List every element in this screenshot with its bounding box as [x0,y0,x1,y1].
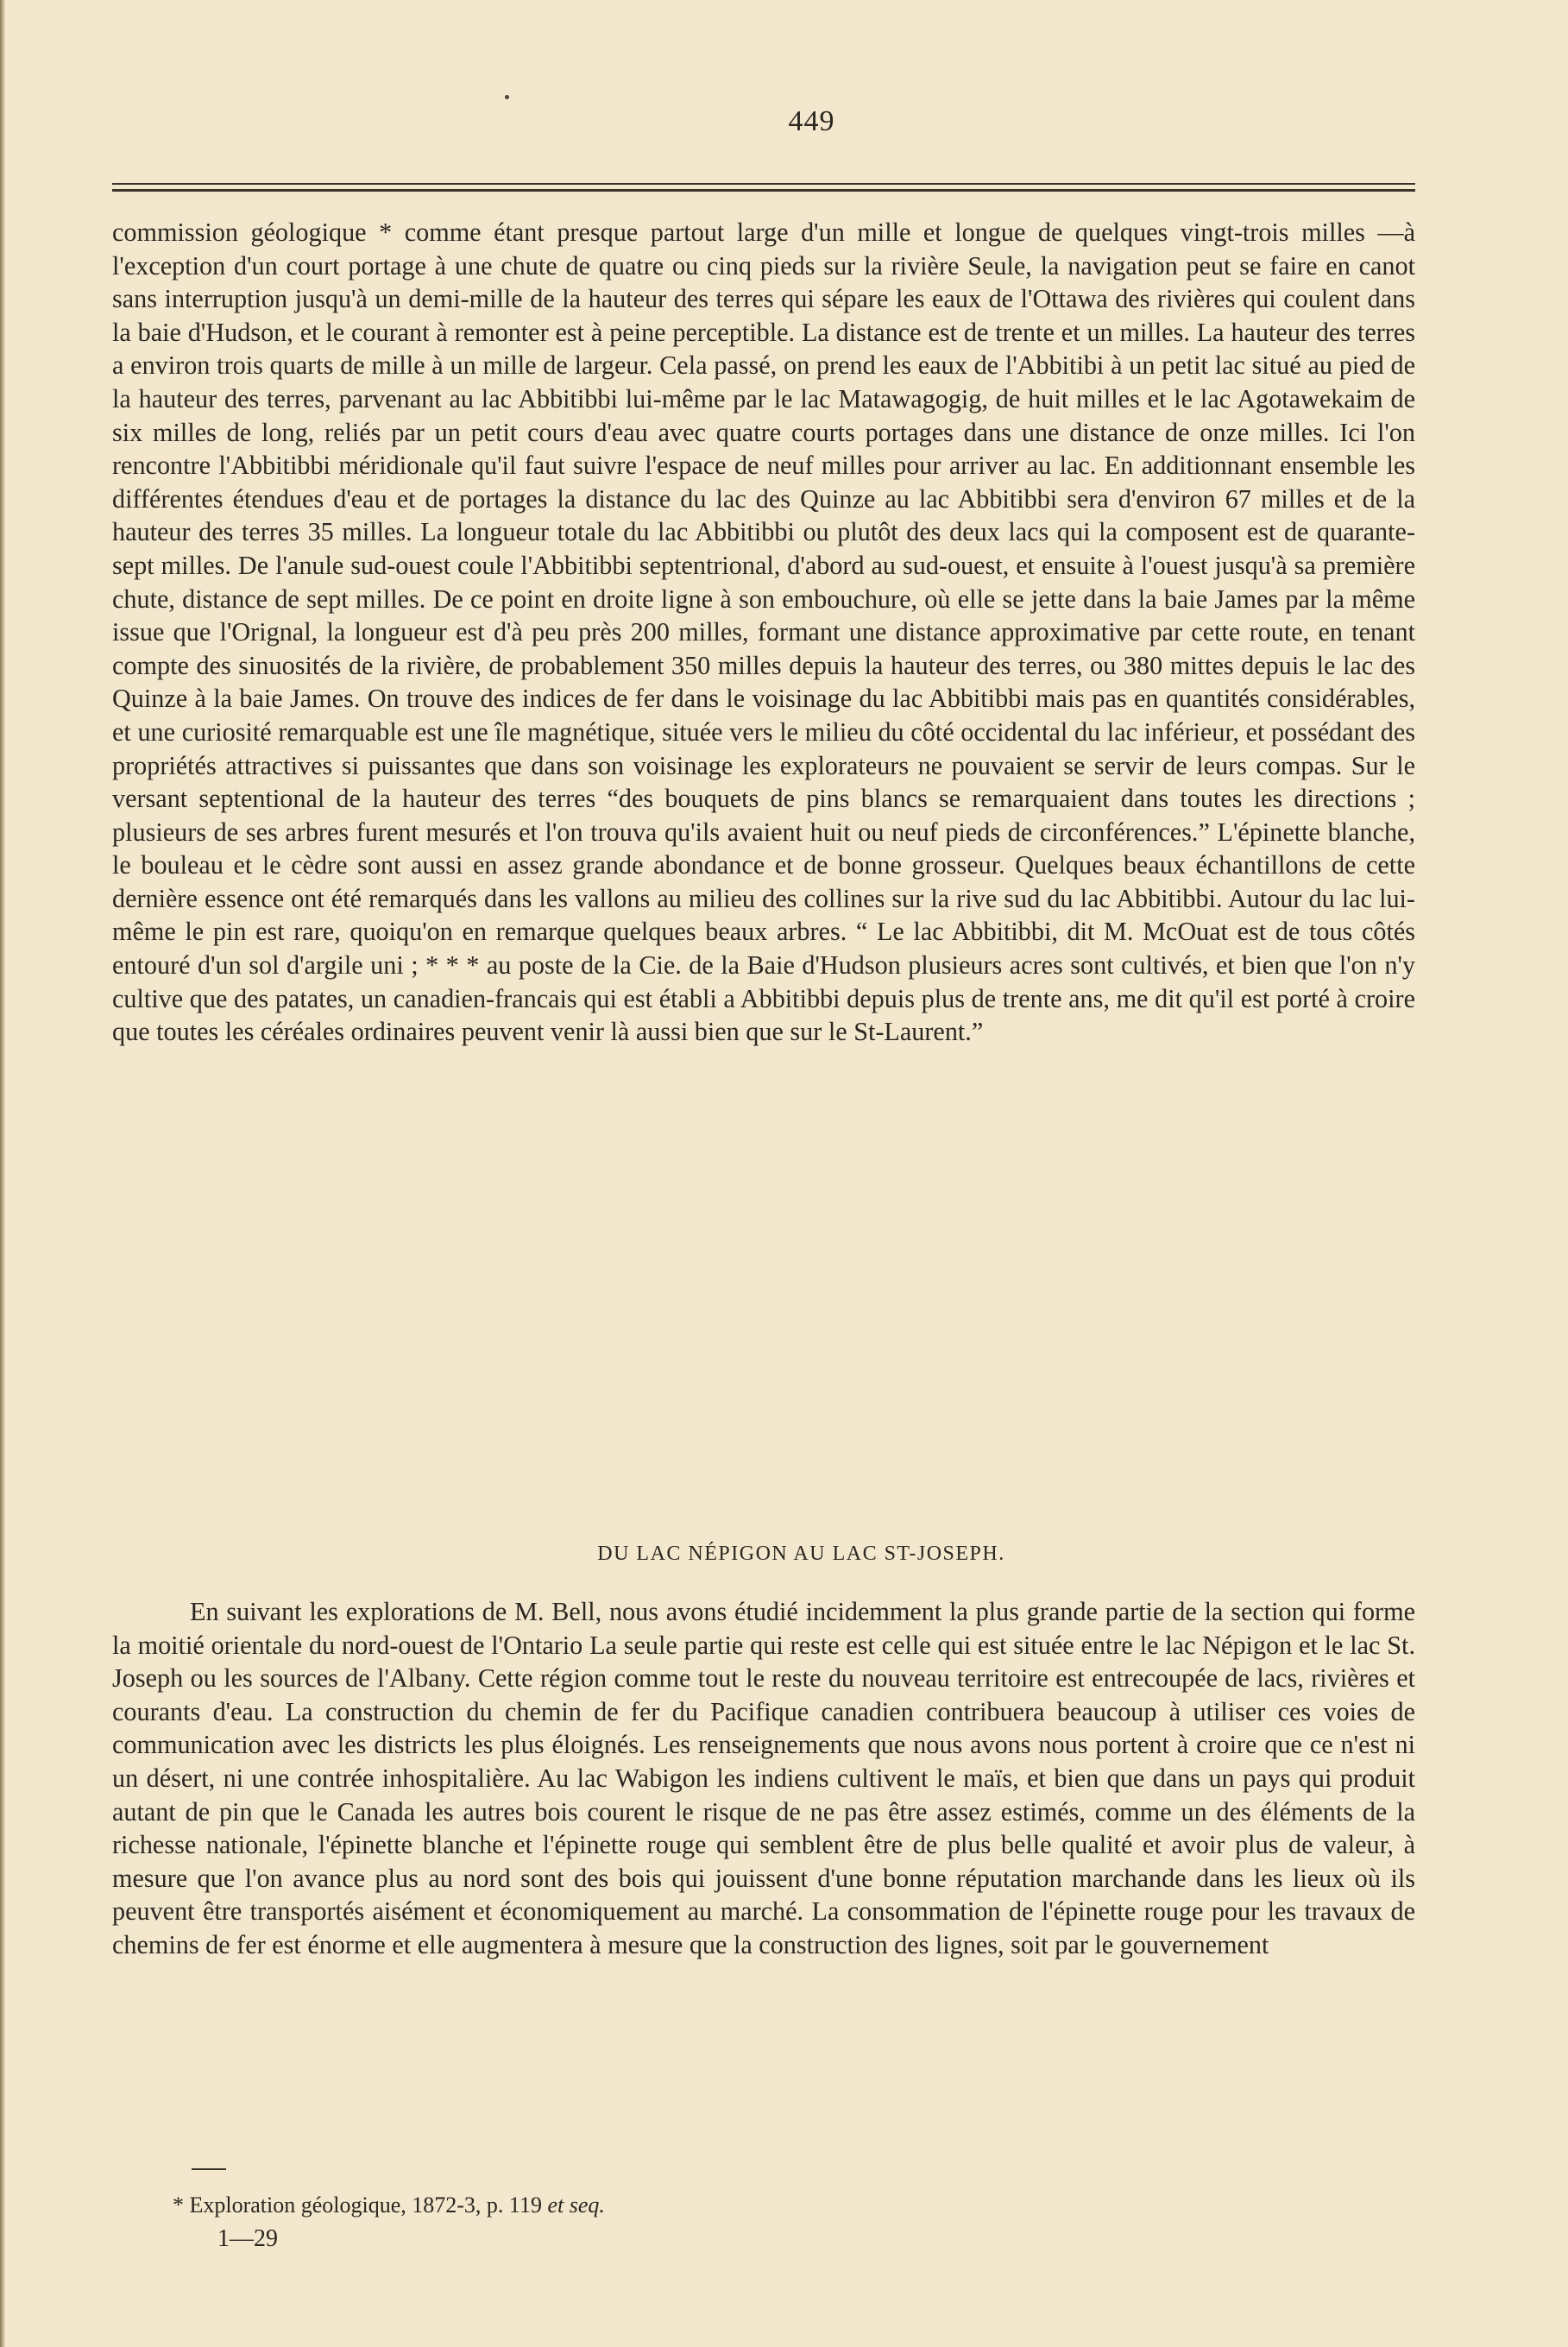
header-rule-top [112,183,1415,185]
paragraph-text: commission géologique * comme étant presque partout large d'un mille et longue de quelques vingt-trois milles —à l'exception d'un court portage à une chute de quatre ou cinq pieds sur la rivière Seule, la navigation peut se faire en canot sans interruption jusqu'à un demi-mille de la hauteur des terres qui sépare les eaux de l'Ottawa des rivières qui coulent dans la baie d'Hudson, et le courant à remonter est à peine perceptible. La distance est de trente et un milles. La hauteur des terres a environ trois quarts de mille à un mille de largeur. Cela passé, on prend les eaux de l'Abbitibi à un petit lac situé au pied de la hauteur des terres, parvenant au lac Abbitibbi lui-même par le lac Matawagogig, de huit milles et le lac Agotawekaim de six milles de long, reliés par un petit cours d'eau avec quatre courts portages dans une distance de onze milles. Ici l'on rencontre l'Abbitibbi méridionale qu'il faut suivre l'espace de neuf milles pour arriver au lac. En additionnant ensemble les différentes étendues d'eau et de portages la distance du lac des Quinze au lac Abbitibbi sera d'environ 67 milles et de la hauteur des terres 35 milles. La longueur totale du lac Abbitibbi ou plutôt des deux lacs qui la composent est de quarante-sept milles. De l'anule sud-ouest coule l'Abbitibbi septentrional, d'abord au sud-ouest, et ensuite à l'ouest jusqu'à sa première chute, distance de sept milles. De ce point en droite ligne à son embouchure, où elle se jette dans la baie James par la même issue que l'Orignal, la longueur est d'à peu près 200 milles, formant une distance approximative par cette route, en tenant compte des sinuosités de la rivière, de probablement 350 milles depuis la hauteur des terres, ou 380 mittes depuis le lac des Quinze à la baie James. On trouve des indices de fer dans le voisinage du lac Abbitibbi mais pas en quantités considérables, et une curiosité remarquable est une île magnétique, située vers le milieu du côté occidental du lac inférieur, et possédant des propriétés attractives si puissantes que dans son voisinage les explorateurs ne pouvaient se servir de leurs compas. Sur le versant septentional de la hauteur des terres “des bouquets de pins blancs se remarquaient dans toutes les directions ; plusieurs de ses arbres furent mesurés et l'on trouva qu'ils avaient huit ou neuf pieds de circonférences.” L'épinette blanche, le bouleau et le cèdre sont aussi en assez grande abondance et de bonne grosseur. Quelques beaux échantillons de cette dernière essence ont été remarqués dans les vallons au milieu des collines sur la rive sud du lac Abbitibbi. Autour du lac lui-même le pin est rare, quoiqu'on en remarque quelques beaux arbres. “ Le lac Abbitibbi, dit M. McOuat est de tous côtés entouré d'un sol d'argile uni ; * * * au poste de la Cie. de la Baie d'Hudson plusieurs acres sont cultivés, et bien que l'on n'y cultive que des patates, un canadien-francais qui est établi a Abbitibbi depuis plus de trente ans, me dit qu'il est porté à croire que toutes les céréales ordinaires peuvent venir là aussi bien que sur le St-Laurent.” [112,218,1415,1047]
footnote-italic: et seq. [547,2192,605,2218]
footnote [173,2192,605,2218]
footnote-marker: * [173,2192,184,2218]
page-number: 449 [788,105,835,137]
footnote-rule [192,2168,226,2170]
ink-speck [505,95,509,99]
body-paragraph-2 [112,1595,1415,1962]
footnote-text: Exploration géologique, 1872-3, p. 119 [189,2192,542,2218]
printer-signature: 1—29 [217,2225,278,2252]
body-paragraph-1 [112,216,1415,1049]
paragraph-text: En suivant les explorations de M. Bell, nous avons étudié incidemment la plus grande partie de la section qui forme la moitié orientale du nord-ouest de l'Ontario La seule partie qui reste est celle qui est située entre le lac Népigon et le lac St. Joseph ou les sources de l'Albany. Cette région comme tout le reste du nouveau territoire est entrecoupée de lacs, rivières et courants d'eau. La construction du chemin de fer du Pacifique canadien contribuera beaucoup à utiliser ces voies de communication avec les districts les plus éloignés. Les renseignements que nous avons nous portent à croire que ce n'est ni un désert, ni une contrée inhospitalière. Au lac Wabigon les indiens cultivent le maïs, et bien que dans un pays qui produit autant de pin que le Canada les autres bois courent le risque de ne pas être assez estimés, comme un des éléments de la richesse nationale, l'épinette blanche et l'épinette rouge qui semblent être de plus belle qualité et avoir plus de valeur, à mesure que l'on avance plus au nord sont des bois qui jouissent d'une bonne réputation marchande dans les lieux où ils peuvent être transportés aisément et économiquement au marché. La consommation de l'épinette rouge pour les travaux de chemins de fer est énorme et elle augmentera à mesure que la construction des lignes, soit par le gouvernement [112,1597,1415,1959]
page-edge [0,0,5,2347]
header-rule-bottom [112,189,1415,192]
section-heading: DU LAC NÉPIGON AU LAC ST-JOSEPH. [597,1543,1005,1565]
